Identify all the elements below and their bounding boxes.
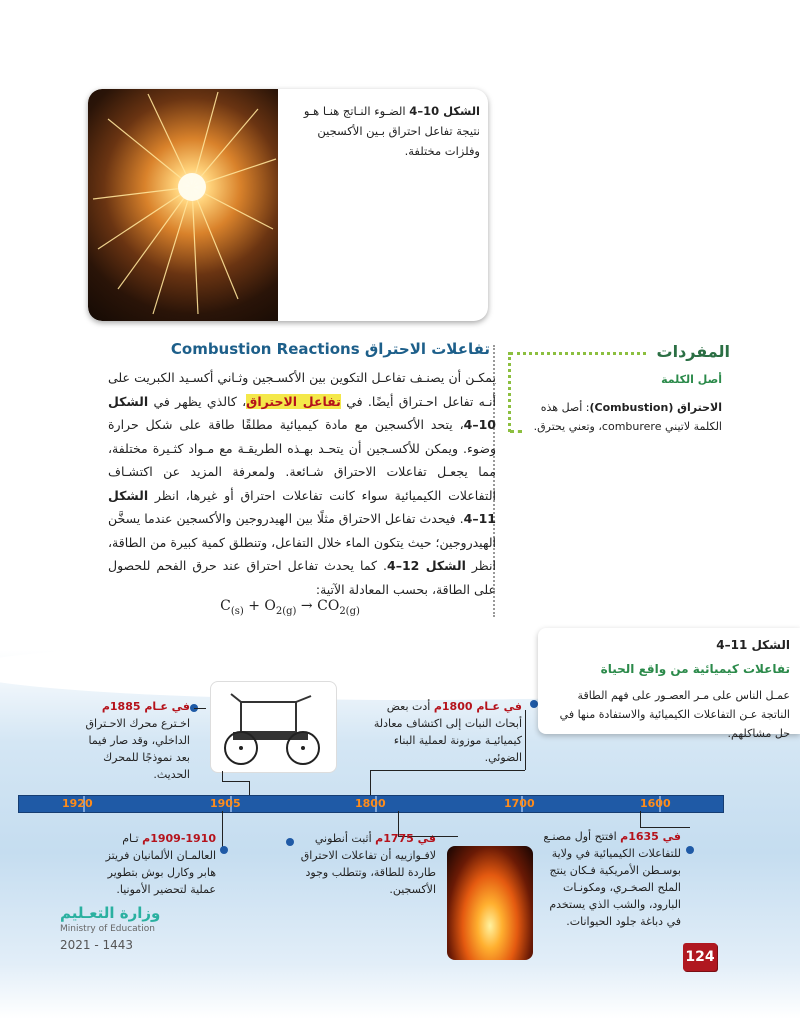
year-1920: 1920 [62,797,93,810]
event-1800-text: أدت بعض أبحاث النبات إلى اكتشاف معادلة كيميائيـة موزونة لعملية البناء الضوئي. [373,700,522,764]
event-1775-text: أثبت أنطوني لافـوازييه أن تفاعلات الاحتراق طاردة للطاقة، وتتطلب وجود الأكسجين. [300,832,436,896]
section-text-2: ، كالذي يظهر في [153,393,247,409]
eq-o2-sub: 2(g) [275,605,297,617]
section-text-3: ، يتحد الأكسجين مع مادة كيميائية مطلقًا طاقة على شكل حرارة وضوء. ويمكن للأكسـجين أن يتحـد بهـذه الطريقـة مع مـواد كثـيرة مختلفة، مما يجعـل تفاعلات الاحتراق شـائعة. ولمعرفة المزيد عن اكتشـاف التفاعلات الكيميائية سواء كانت تفاعلات احتراق أو غيرها، انظر [108,417,496,503]
figure-ref-12: الشكل 12–4 [387,558,466,573]
carriage-image [210,681,337,773]
event-connector [194,708,206,709]
section-body [108,366,496,601]
event-dot [530,700,538,708]
eq-arrow: → [296,598,318,614]
event-1775-year: في 1775م [375,832,436,845]
event-connector [370,770,525,771]
figure-ref-11: الشكل 11–4 [108,487,496,526]
event-dot [220,846,228,854]
event-dot [686,846,694,854]
event-connector [222,771,223,781]
event-1800 [370,698,522,766]
figure-10-caption [285,101,480,161]
vocab-border-side [508,352,511,432]
event-1909 [98,830,216,898]
event-connector [370,770,371,795]
eq-plus: + [243,598,265,614]
section-text-5: . كما يحدث تفاعل احتراق عند حرق الفحم للحصول على الطاقة، بحسب المعادلة الآتية: [108,558,496,597]
ministry-logo-english: Ministry of Education [60,924,155,934]
section-title: تفاعلات الاحتراق Combustion Reactions [170,340,490,358]
vocab-title: المفردات [656,342,730,361]
eq-c-state: (s) [230,605,244,617]
event-connector [525,710,526,770]
figure-10-card [88,89,488,321]
vocab-subtitle: أصل الكلمة [661,373,722,386]
event-1635 [535,828,681,930]
eq-c: C [220,598,231,614]
event-1885-year: في عـام 1885م [101,700,190,713]
event-1909-text: تـام العالمـان الألمانيان فريتز هابر وكارل بوش بتطوير عملية لتحضير الأمونيا. [105,832,216,896]
vocab-definition [516,398,722,436]
event-connector [249,781,250,795]
figure-ref-10: الشكل 10–4 [108,393,496,432]
figure-10-label: الشكل 10–4 [409,104,480,118]
keyword-combustion: تفاعل الاحتراق [246,393,341,409]
figure-11-card [538,628,800,740]
fire-image [447,846,533,960]
eq-co2-sub: 2(g) [339,605,360,617]
combustion-equation [190,598,390,617]
event-connector [222,781,250,782]
event-dot [286,838,294,846]
sparkler-image [88,89,278,321]
year-1600: 1600 [640,797,671,810]
event-connector [222,811,223,851]
eq-co2: CO [317,598,340,614]
event-1885 [78,698,190,783]
event-connector [640,811,641,827]
vocab-definition-text: : أصل هذه الكلمة لاتيني comburere، وتعني يحترق. [533,401,722,433]
event-1635-year: في 1635م [620,830,681,843]
event-1909-year: 1909-1910م [142,832,216,845]
figure-11-label: الشكل 11–4 [716,638,790,652]
section-text-1: يمكـن أن يصنـف تفاعـل التكوين بين الأكسـجين وثـاني أكسـيد الكبريت على أنـه تفاعل احـتراق أيضًا. في [108,370,496,409]
year-1800: 1800 [355,797,386,810]
ministry-logo-arabic: وزارة التعـليم [60,904,161,922]
section-text-4: . فيحدث تفاعل الاحتراق مثلًا بين الهيدروجين والأكسجين عندما يسخَّن الهيدروجين؛ حيث يتكون الماء خلال التفاعل، وتنطلق كمية كبيرة من الطاقة، انظر [108,511,496,573]
eq-o2: O [264,598,276,614]
figure-11-description: عمـل الناس على مـر العصـور على فهم الطاقة الناتجة عـن التفاعلات الكيميائية والاستفادة منها في حل مشاكلهم. [559,689,790,740]
year-1700: 1700 [504,797,535,810]
vocab-term: الاحتراق (Combustion) [589,401,722,414]
page-number: 124 [683,943,717,971]
year-1905: 1905 [210,797,241,810]
ministry-year: 2021 - 1443 [60,938,134,952]
figure-10-text: الضـوء النـاتج هنـا هـو نتيجة تفاعل احتراق بـين الأكسجين وفلزات مختلفة. [303,104,480,158]
event-1800-year: في عـام 1800م [433,700,522,713]
figure-11-title: تفاعلات كيميائية من واقع الحياة [600,662,790,676]
event-1885-text: اخـترع محرك الاحـتراق الداخلي، وقد صار فيما بعد نموذجًا للمحرك الحديث. [85,717,190,781]
event-1635-text: افتتح أول مصنـع للتفاعلات الكيميائية في ولاية بوسـطن الأمريكية فـكان ينتج الملح الصخـري، ومكونـات البارود، والشب الذي يستخدم في دباغة جلود الحيوانات. [543,830,681,928]
event-1775 [296,830,436,898]
